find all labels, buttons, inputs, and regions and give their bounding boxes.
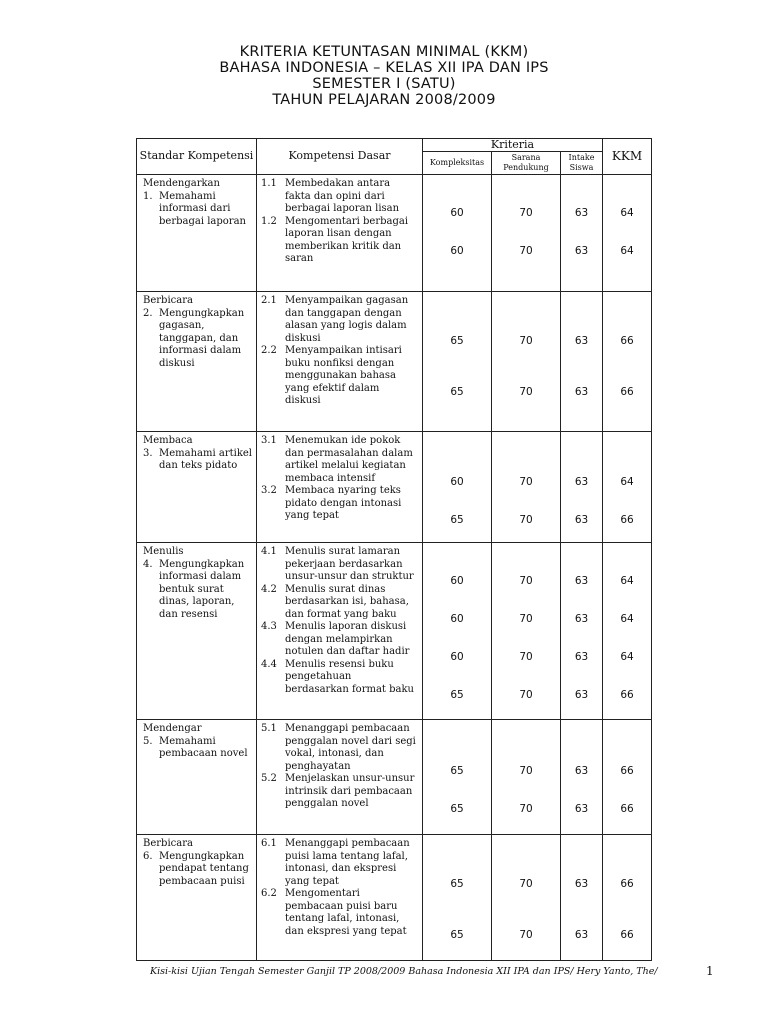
table-row bbox=[137, 720, 652, 835]
kkm-cell bbox=[603, 835, 652, 961]
kompetensi-dasar-number: 1.2 bbox=[261, 215, 277, 227]
standar-kompetensi-number: 5. bbox=[143, 735, 153, 747]
kompetensi-dasar-number: 3.2 bbox=[261, 485, 277, 496]
kompetensi-dasar-item bbox=[261, 178, 418, 216]
kkm-cell bbox=[603, 292, 652, 432]
table-row bbox=[137, 835, 652, 961]
standar-kompetensi-text: Mengungkapkan pendapat tentang pembacaan puisi bbox=[159, 850, 249, 887]
kompetensi-dasar-item bbox=[261, 888, 418, 938]
sarana-pendukung-value: 70 bbox=[519, 929, 533, 941]
header-kkm: KKM bbox=[603, 139, 652, 175]
table-row bbox=[137, 292, 652, 432]
kompetensi-dasar-text: Menanggapi pembacaan puisi lama tentang lafal, intonasi, dan ekspresi yang tepat bbox=[285, 838, 410, 887]
kompetensi-dasar-text: Menulis resensi buku pengetahuan berdasarkan format baku bbox=[285, 658, 414, 695]
kompetensi-dasar-text: Menyampaikan gagasan dan tanggapan dengan alasan yang logis dalam diskusi bbox=[285, 295, 409, 344]
page-number: 1 bbox=[706, 964, 714, 978]
standar-kompetensi-text: Memahami informasi dari berbagai laporan bbox=[159, 190, 246, 227]
header-row-1 bbox=[137, 139, 652, 152]
standar-kompetensi-cell bbox=[137, 543, 257, 720]
skill-category: Berbicara bbox=[143, 838, 193, 849]
header-intake-siswa bbox=[561, 152, 603, 175]
kkm-table-body bbox=[137, 175, 652, 961]
standar-kompetensi-item bbox=[143, 308, 252, 371]
sarana-pendukung-value: 70 bbox=[519, 651, 533, 663]
title-line-4: TAHUN PELAJARAN 2008/2009 bbox=[272, 92, 496, 108]
sarana-pendukung-value: 70 bbox=[519, 878, 533, 890]
kompetensi-dasar-cell bbox=[257, 835, 423, 961]
intake-siswa-value: 63 bbox=[574, 476, 589, 488]
standar-kompetensi-cell bbox=[137, 175, 257, 292]
sarana-pendukung-value: 70 bbox=[519, 207, 533, 219]
standar-kompetensi-cell bbox=[137, 835, 257, 961]
intake-siswa-value: 63 bbox=[574, 803, 589, 815]
kompetensi-dasar-text: Menjelaskan unsur-unsur intrinsik dari pembacaan penggalan novel bbox=[285, 773, 415, 809]
skill-category: Mendengarkan bbox=[143, 178, 220, 189]
kompleksitas-value: 65 bbox=[450, 335, 464, 347]
kkm-cell bbox=[603, 543, 652, 720]
header-kriteria: Kriteria bbox=[423, 139, 603, 152]
kompleksitas-cell bbox=[423, 720, 492, 835]
kompetensi-dasar-text: Membaca nyaring teks pidato dengan intonasi yang tepat bbox=[285, 485, 402, 521]
kompleksitas-value: 65 bbox=[450, 765, 464, 777]
kompetensi-dasar-text: Menemukan ide pokok dan permasalahan dalam artikel melalui kegiatan membaca intensif bbox=[285, 435, 413, 484]
title-line-2: BAHASA INDONESIA – KELAS XII IPA DAN IPS bbox=[219, 60, 549, 76]
kompleksitas-cell bbox=[423, 432, 492, 543]
kompetensi-dasar-number: 4.4 bbox=[261, 658, 277, 670]
kompetensi-dasar-item bbox=[261, 659, 418, 697]
kompleksitas-cell bbox=[423, 175, 492, 292]
kompetensi-dasar-cell bbox=[257, 720, 423, 835]
sarana-pendukung-cell bbox=[492, 720, 561, 835]
sarana-pendukung-value: 70 bbox=[519, 803, 533, 815]
skill-category: Membaca bbox=[143, 435, 193, 446]
intake-siswa-cell bbox=[561, 835, 603, 961]
intake-siswa-value: 63 bbox=[574, 651, 589, 663]
kompetensi-dasar-item bbox=[261, 621, 418, 659]
sarana-pendukung-cell bbox=[492, 292, 561, 432]
standar-kompetensi-item bbox=[143, 559, 252, 622]
kompleksitas-value: 60 bbox=[450, 245, 464, 257]
table-row bbox=[137, 175, 652, 292]
kompetensi-dasar-number: 1.1 bbox=[261, 178, 277, 189]
kompetensi-dasar-number: 2.1 bbox=[261, 295, 277, 306]
kompetensi-dasar-text: Menanggapi pembacaan penggalan novel dari segi vokal, intonasi, dan penghayatan bbox=[285, 723, 416, 772]
kkm-table bbox=[136, 138, 652, 961]
kkm-value: 64 bbox=[620, 651, 634, 663]
page-footer: Kisi-kisi Ujian Tengah Semester Ganjil TP 2008/2009 Bahasa Indonesia XII IPA dan IPS/ Hery Yanto, The/ bbox=[150, 966, 658, 977]
kompleksitas-value: 65 bbox=[450, 929, 464, 941]
sarana-pendukung-value: 70 bbox=[519, 575, 533, 587]
standar-kompetensi-number: 2. bbox=[143, 307, 153, 319]
kompetensi-dasar-number: 5.1 bbox=[261, 723, 277, 734]
kompetensi-dasar-item bbox=[261, 723, 418, 773]
kompetensi-dasar-cell bbox=[257, 175, 423, 292]
kkm-value: 66 bbox=[620, 929, 634, 941]
intake-siswa-value: 63 bbox=[574, 207, 589, 219]
kkm-cell bbox=[603, 175, 652, 292]
intake-siswa-cell bbox=[561, 432, 603, 543]
header-standar-kompetensi: Standar Kompetensi bbox=[137, 139, 257, 175]
intake-siswa-cell bbox=[561, 720, 603, 835]
intake-siswa-value: 63 bbox=[574, 765, 589, 777]
kkm-value: 64 bbox=[620, 207, 634, 219]
kompetensi-dasar-item bbox=[261, 584, 418, 622]
sarana-pendukung-cell bbox=[492, 432, 561, 543]
kompleksitas-value: 65 bbox=[450, 878, 464, 890]
intake-siswa-cell bbox=[561, 543, 603, 720]
intake-siswa-value: 63 bbox=[574, 335, 589, 347]
kompetensi-dasar-item bbox=[261, 838, 418, 888]
sarana-pendukung-cell bbox=[492, 543, 561, 720]
header-intake-line-1: Intake bbox=[568, 153, 595, 162]
kompleksitas-cell bbox=[423, 543, 492, 720]
standar-kompetensi-number: 6. bbox=[143, 850, 153, 862]
title-line-3: SEMESTER I (SATU) bbox=[312, 76, 456, 92]
kompetensi-dasar-text: Menulis surat lamaran pekerjaan berdasarkan unsur-unsur dan struktur bbox=[285, 546, 414, 582]
kompetensi-dasar-number: 6.1 bbox=[261, 838, 277, 849]
kkm-cell bbox=[603, 432, 652, 543]
standar-kompetensi-text: Mengungkapkan informasi dalam bentuk surat dinas, laporan, dan resensi bbox=[159, 558, 245, 620]
kompleksitas-value: 60 bbox=[450, 207, 464, 219]
sarana-pendukung-value: 70 bbox=[519, 335, 533, 347]
kompetensi-dasar-cell bbox=[257, 543, 423, 720]
standar-kompetensi-number: 1. bbox=[143, 190, 153, 202]
kompetensi-dasar-number: 4.3 bbox=[261, 621, 277, 632]
sarana-pendukung-value: 70 bbox=[519, 613, 533, 625]
kompetensi-dasar-number: 6.2 bbox=[261, 888, 277, 899]
kkm-value: 66 bbox=[620, 689, 634, 701]
kompetensi-dasar-cell bbox=[257, 432, 423, 543]
intake-siswa-value: 63 bbox=[574, 878, 589, 890]
intake-siswa-value: 63 bbox=[574, 514, 589, 526]
kompetensi-dasar-item bbox=[261, 435, 418, 485]
kompetensi-dasar-number: 3.1 bbox=[261, 435, 277, 446]
intake-siswa-value: 63 bbox=[574, 689, 589, 701]
intake-siswa-value: 63 bbox=[574, 929, 589, 941]
kkm-value: 66 bbox=[620, 765, 634, 777]
header-sarana-line-1: Sarana bbox=[511, 153, 541, 162]
intake-siswa-value: 63 bbox=[574, 386, 589, 398]
kompetensi-dasar-number: 2.2 bbox=[261, 345, 277, 356]
kkm-cell bbox=[603, 720, 652, 835]
kkm-value: 64 bbox=[620, 613, 634, 625]
kompetensi-dasar-item bbox=[261, 216, 418, 266]
header-kompleksitas: Kompleksitas bbox=[423, 152, 492, 175]
skill-category: Menulis bbox=[143, 546, 184, 557]
standar-kompetensi-item bbox=[143, 191, 252, 229]
kompleksitas-value: 65 bbox=[450, 689, 464, 701]
header-kompetensi-dasar: Kompetensi Dasar bbox=[257, 139, 423, 175]
kompetensi-dasar-number: 4.2 bbox=[261, 583, 277, 595]
kompleksitas-value: 60 bbox=[450, 476, 464, 488]
sarana-pendukung-value: 70 bbox=[519, 476, 533, 488]
standar-kompetensi-cell bbox=[137, 292, 257, 432]
kompetensi-dasar-text: Menulis laporan diskusi dengan melampirkan notulen dan daftar hadir bbox=[285, 621, 410, 657]
kkm-value: 64 bbox=[620, 575, 634, 587]
title-line-1: KRITERIA KETUNTASAN MINIMAL (KKM) bbox=[239, 44, 529, 60]
kkm-value: 64 bbox=[620, 245, 634, 257]
kompetensi-dasar-number: 4.1 bbox=[261, 546, 277, 557]
sarana-pendukung-cell bbox=[492, 175, 561, 292]
header-intake-line-2: Siswa bbox=[569, 163, 594, 172]
kompleksitas-value: 65 bbox=[450, 386, 464, 398]
sarana-pendukung-value: 70 bbox=[519, 386, 533, 398]
kompetensi-dasar-text: Menulis surat dinas berdasarkan isi, bahasa, dan format yang baku bbox=[285, 583, 409, 620]
document-title bbox=[0, 44, 768, 108]
kkm-value: 66 bbox=[620, 386, 634, 398]
kompetensi-dasar-item bbox=[261, 485, 418, 523]
kkm-value: 66 bbox=[620, 335, 634, 347]
kkm-value: 64 bbox=[620, 476, 634, 488]
kompleksitas-value: 60 bbox=[450, 613, 464, 625]
skill-category: Berbicara bbox=[143, 295, 193, 306]
standar-kompetensi-item bbox=[143, 448, 252, 473]
standar-kompetensi-item bbox=[143, 736, 252, 761]
standar-kompetensi-cell bbox=[137, 432, 257, 543]
standar-kompetensi-text: Memahami artikel dan teks pidato bbox=[159, 447, 252, 471]
intake-siswa-value: 63 bbox=[574, 245, 589, 257]
kompleksitas-value: 60 bbox=[450, 651, 464, 663]
table-row bbox=[137, 432, 652, 543]
standar-kompetensi-number: 4. bbox=[143, 558, 153, 570]
sarana-pendukung-value: 70 bbox=[519, 765, 533, 777]
kompetensi-dasar-text: Mengomentari berbagai laporan lisan dengan memberikan kritik dan saran bbox=[285, 215, 409, 264]
kompetensi-dasar-text: Mengomentari pembacaan puisi baru tentang lafal, intonasi, dan ekspresi yang tepat bbox=[285, 888, 407, 937]
sarana-pendukung-value: 70 bbox=[519, 245, 533, 257]
standar-kompetensi-item bbox=[143, 851, 252, 889]
standar-kompetensi-text: Mengungkapkan gagasan, tanggapan, dan informasi dalam diskusi bbox=[159, 307, 245, 369]
kkm-value: 66 bbox=[620, 514, 634, 526]
sarana-pendukung-value: 70 bbox=[519, 689, 533, 701]
kompetensi-dasar-item bbox=[261, 295, 418, 345]
standar-kompetensi-number: 3. bbox=[143, 447, 153, 459]
kompetensi-dasar-number: 5.2 bbox=[261, 773, 277, 784]
intake-siswa-value: 63 bbox=[574, 613, 589, 625]
header-sarana-pendukung bbox=[492, 152, 561, 175]
kkm-value: 66 bbox=[620, 803, 634, 815]
sarana-pendukung-cell bbox=[492, 835, 561, 961]
kompetensi-dasar-item bbox=[261, 345, 418, 408]
kompleksitas-value: 65 bbox=[450, 803, 464, 815]
kkm-value: 66 bbox=[620, 878, 634, 890]
standar-kompetensi-cell bbox=[137, 720, 257, 835]
sarana-pendukung-value: 70 bbox=[519, 514, 533, 526]
intake-siswa-value: 63 bbox=[574, 575, 589, 587]
table-row bbox=[137, 543, 652, 720]
header-sarana-line-2: Pendukung bbox=[503, 163, 549, 172]
kompleksitas-value: 60 bbox=[450, 575, 464, 587]
kompleksitas-value: 65 bbox=[450, 514, 464, 526]
kompetensi-dasar-cell bbox=[257, 292, 423, 432]
kompleksitas-cell bbox=[423, 292, 492, 432]
intake-siswa-cell bbox=[561, 175, 603, 292]
standar-kompetensi-text: Memahami pembacaan novel bbox=[159, 735, 248, 759]
skill-category: Mendengar bbox=[143, 723, 202, 734]
kompetensi-dasar-text: Menyampaikan intisari buku nonfiksi dengan menggunakan bahasa yang efektif dalam diskusi bbox=[285, 345, 402, 406]
kompetensi-dasar-item bbox=[261, 546, 418, 584]
kompetensi-dasar-item bbox=[261, 773, 418, 811]
intake-siswa-cell bbox=[561, 292, 603, 432]
kompleksitas-cell bbox=[423, 835, 492, 961]
kompetensi-dasar-text: Membedakan antara fakta dan opini dari berbagai laporan lisan bbox=[285, 178, 400, 214]
